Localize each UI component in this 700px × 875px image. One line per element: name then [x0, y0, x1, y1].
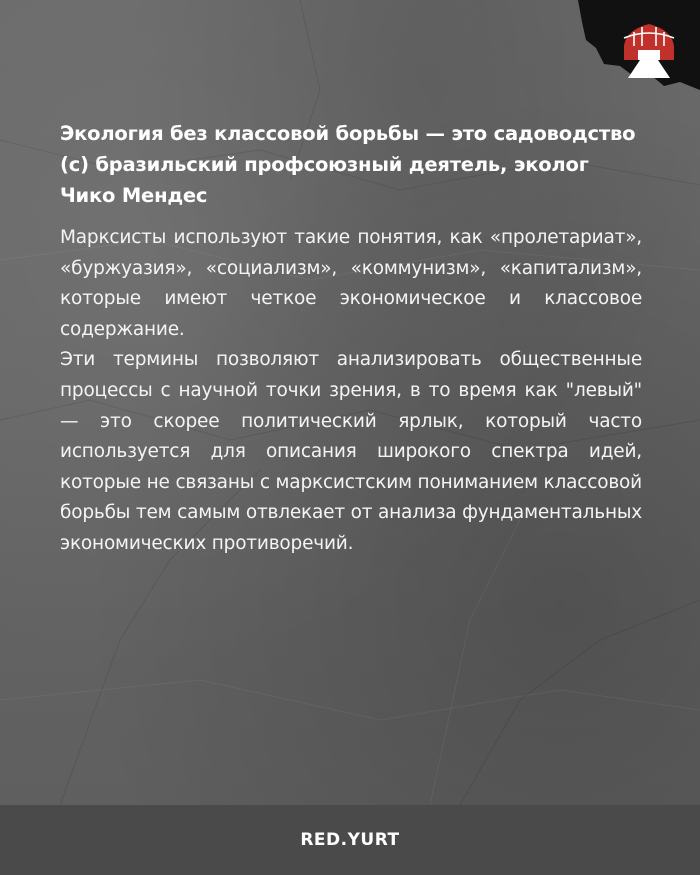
paragraph-1: Марксисты используют такие понятия, как «пролетариат», «буржуазия», «социализм», «коммунизм», «капитализм», которые имеют четкое экономическое и классовое содержание.: [60, 227, 642, 340]
footer-brand-label: RED.YURT: [300, 830, 400, 850]
article-content: [60, 118, 642, 560]
footer-bar: [0, 805, 700, 875]
yurt-logo-icon: [620, 16, 678, 78]
paragraph-2: Эти термины позволяют анализировать общественные процессы с научной точки зрения, в то время как "левый" — это скорее политический ярлык, который часто используется для описания широкого спектра идей, которые не связаны с марксистским пониманием классовой борьбы тем самым отвлекает от анализа фундаментальных экономических противоречий.: [60, 349, 642, 554]
article-heading: Экология без классовой борьбы — это садоводство (с) бразильский профсоюзный деятель, эколог Чико Мендес: [60, 122, 636, 207]
